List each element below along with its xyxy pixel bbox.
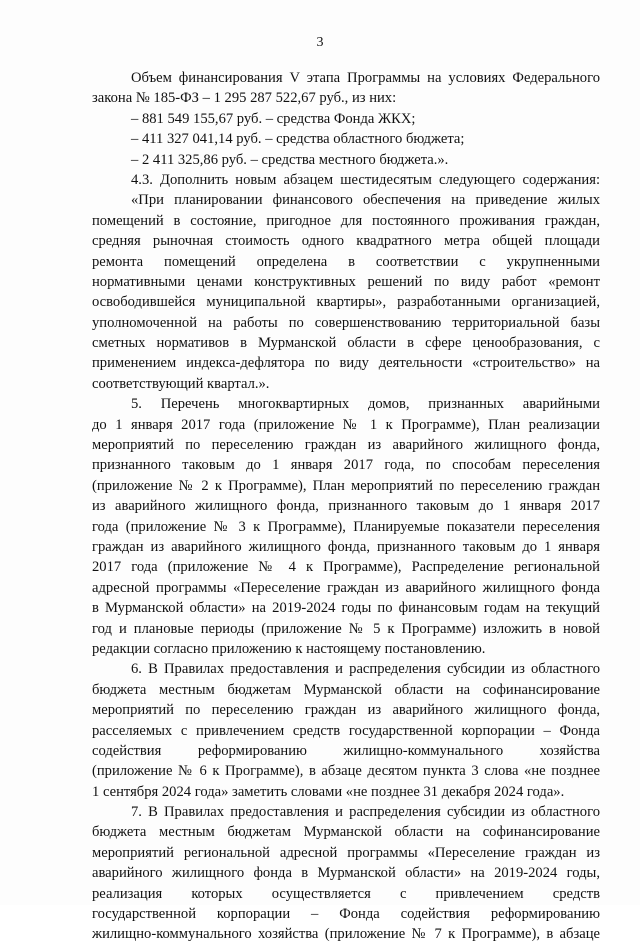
text-line: «При планировании финансового обеспечения на приведение жилых bbox=[131, 192, 600, 209]
text-line: соответствующий квартал.». bbox=[92, 375, 270, 392]
text-line: помещений в состояние, пригодное для постоянного проживания граждан, bbox=[92, 212, 600, 229]
text-line: признанного таковым до 1 января 2017 года, по способам переселения bbox=[92, 457, 600, 474]
text-line: до 1 января 2017 года (приложение № 1 к Программе), План реализации bbox=[92, 416, 600, 433]
document-body bbox=[92, 68, 600, 945]
text-line: средняя рыночная стоимость одного квадратного метра общей площади bbox=[92, 233, 600, 250]
text-line: 7. В Правилах предоставления и распределения субсидии из областного bbox=[131, 804, 600, 821]
text-line: Объем финансирования V этапа Программы на условиях Федерального bbox=[131, 70, 600, 86]
text-line: год и плановые периоды (приложение № 5 к Программе) изложить в новой bbox=[92, 620, 600, 637]
text-line: содействия реформированию жилищно-коммунального хозяйства bbox=[92, 742, 600, 759]
text-line: – 2 411 325,86 руб. – средства местного бюджета.». bbox=[131, 151, 449, 168]
text-line: расселяемых с привлечением средств государственной корпорации – Фонда bbox=[92, 722, 600, 739]
text-line: 2017 года (приложение № 4 к Программе), Распределение региональной bbox=[92, 559, 600, 576]
text-line: адресной программы «Переселение граждан из аварийного жилищного фонда bbox=[92, 579, 600, 596]
text-line: жилищно-коммунального хозяйства (приложение № 7 к Программе), в абзаце bbox=[92, 926, 600, 943]
text-line: (приложение № 2 к Программе), План мероприятий по переселению граждан bbox=[92, 477, 600, 494]
text-line: года (приложение № 3 к Программе), Планируемые показатели переселения bbox=[92, 518, 600, 535]
text-line: применением индекса-дефлятора по виду деятельности «строительство» на bbox=[92, 355, 600, 372]
text-line: – 881 549 155,67 руб. – средства Фонда ЖКХ; bbox=[131, 110, 416, 127]
text-line: ремонта помещений определена в соответствии с укрупненными bbox=[92, 253, 600, 270]
text-line: мероприятий по переселению граждан из аварийного жилищного фонда, bbox=[92, 702, 600, 719]
text-line: нормативными ценами конструктивных решений по виду работ «ремонт bbox=[92, 273, 600, 290]
text-line: 4.3. Дополнить новым абзацем шестидесятым следующего содержания: bbox=[131, 171, 600, 188]
text-line: из аварийного жилищного фонда, признанного таковым до 1 января 2017 bbox=[92, 498, 600, 515]
text-line: в Мурманской области» на 2019-2024 годы по финансовым годам на текущий bbox=[92, 600, 600, 617]
text-line: 1 сентября 2024 года» заметить словами «не позднее 31 декабря 2024 года». bbox=[92, 783, 565, 800]
text-line: освободившейся муниципальной квартиры», разработанными организацией, bbox=[92, 294, 600, 311]
text-line: – 411 327 041,14 руб. – средства областного бюджета; bbox=[131, 131, 465, 148]
text-line: мероприятий по переселению граждан из аварийного жилищного фонда, bbox=[92, 437, 600, 454]
text-line: государственной корпорации – Фонда содействия реформированию bbox=[92, 906, 600, 923]
text-line: уполномоченной на работы по совершенствованию территориальной базы bbox=[92, 314, 600, 331]
text-line: сметных нормативов в Мурманской области в сфере ценообразования, с bbox=[92, 335, 600, 352]
text-line: закона № 185-ФЗ – 1 295 287 522,67 руб., из них: bbox=[92, 90, 397, 107]
text-line: мероприятий региональной адресной программы «Переселение граждан из bbox=[92, 844, 600, 861]
text-line: (приложение № 6 к Программе), в абзаце десятом пункта 3 слова «не позднее bbox=[92, 763, 600, 780]
text-line: бюджета местным бюджетам Мурманской области на софинансирование bbox=[92, 681, 600, 698]
text-line: 6. В Правилах предоставления и распределения субсидии из областного bbox=[131, 661, 600, 678]
text-line: редакции согласно приложению к настоящему постановлению. bbox=[92, 640, 486, 657]
text-line: граждан из аварийного жилищного фонда, признанного таковым до 1 января bbox=[92, 538, 600, 555]
text-line: 5. Перечень многоквартирных домов, признанных аварийными bbox=[131, 396, 600, 413]
page-number: 3 bbox=[316, 35, 324, 50]
text-line: реализация которых осуществляется с привлечением средств bbox=[92, 885, 600, 902]
text-line: бюджета местным бюджетам Мурманской области на софинансирование bbox=[92, 824, 600, 841]
text-line: аварийного жилищного фонда в Мурманской области» на 2019-2024 годы, bbox=[92, 865, 600, 882]
